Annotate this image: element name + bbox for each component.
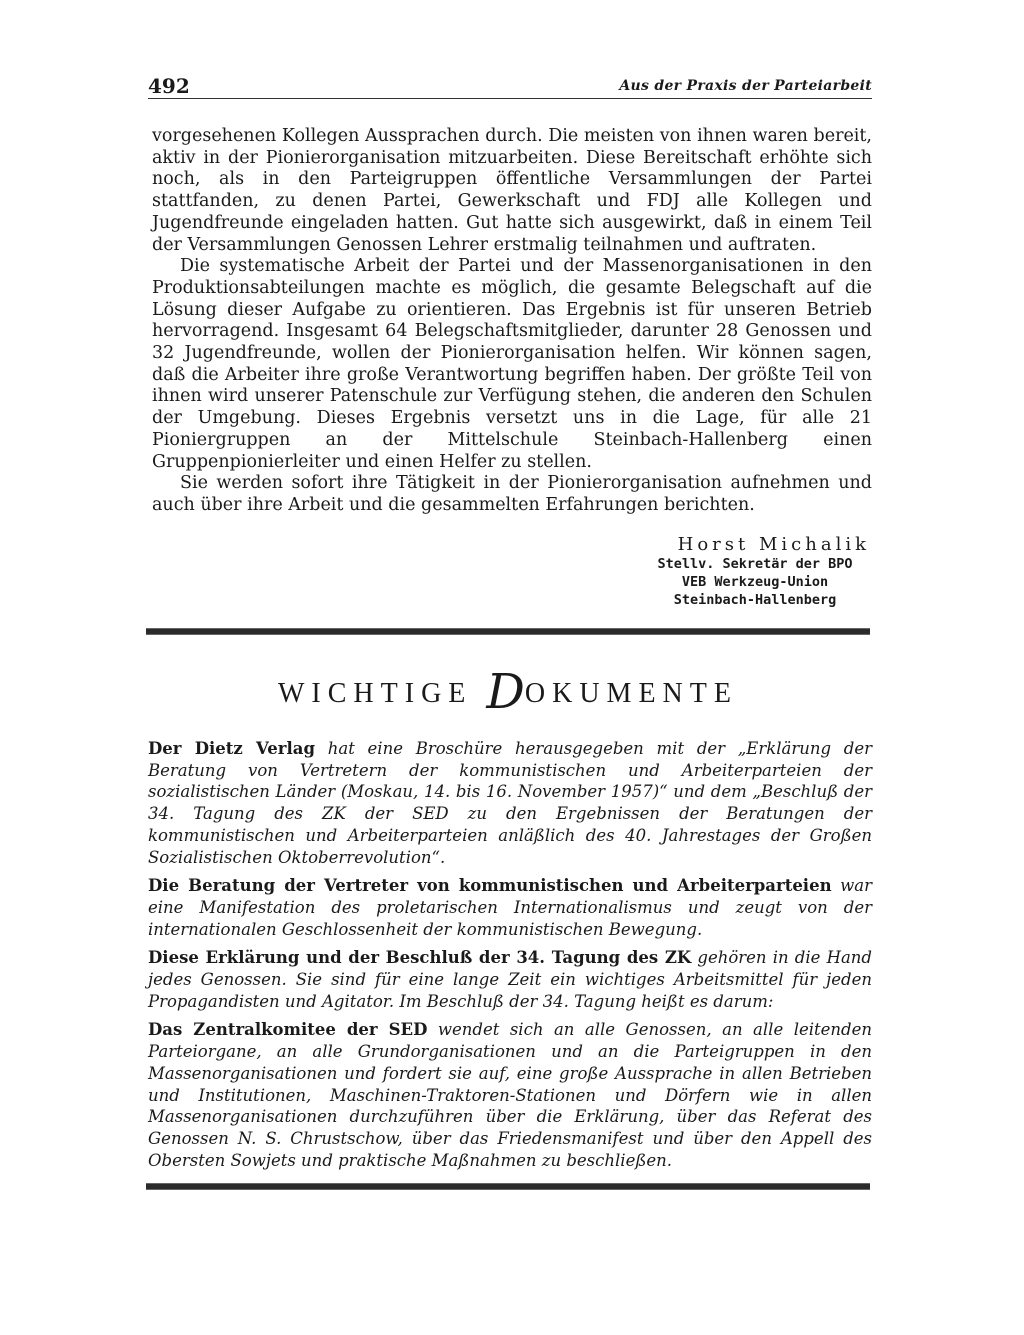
section-title-rest: OKUMENTE [524, 678, 738, 709]
author-position: Stellv. Sekretär der BPO [657, 556, 853, 572]
author-location: Steinbach-Hallenberg [673, 592, 837, 608]
page-number: 492 [148, 74, 190, 98]
note-lead: Die Beratung der Vertreter von kommunistischen und Arbeiterparteien [148, 876, 832, 896]
note-lead: Der Dietz Verlag [148, 739, 315, 758]
documents-notes [148, 738, 872, 1178]
note-paragraph [148, 947, 872, 1012]
section-title-initial: D [486, 664, 525, 720]
section-divider-top [146, 628, 870, 635]
header-rule [148, 98, 872, 99]
running-title: Aus der Praxis der Parteiarbeit [619, 78, 872, 94]
note-lead: Diese Erklärung und der Beschluß der 34. Tagung des ZK [148, 948, 692, 968]
note-lead: Das Zentralkomitee der SED [148, 1020, 428, 1040]
author-name: Horst Michalik [677, 534, 870, 555]
signature-block [640, 534, 870, 609]
paragraph-1: vorgesehenen Kollegen Aussprachen durch. Die meisten von ihnen waren bereit, aktiv in der Pionierorganisation mitzuarbeiten. Diese Bereitschaft erhöhte sich noch, als in den Parteigruppen öffentliche Versammlungen der Partei stattfanden, zu denen Partei, Gewerkschaft und FDJ alle Kollegen und Jugendfreunde eingeladen hatten. Gut hatte sich ausgewirkt, daß in einem Teil der Versammlungen Genossen Lehrer erstmalig teilnahmen und auftraten. [152, 126, 872, 255]
note-paragraph [148, 738, 872, 868]
paragraph-2: Die systematische Arbeit der Partei und der Massenorganisationen in den Produktionsabteilungen machte es möglich, die gesamte Belegschaft auf die Lösung dieser Aufgabe zu orientieren. Das Ergebnis ist für unseren Betrieb hervorragend. Insgesamt 64 Belegschaftsmitglieder, darunter 28 Genossen und 32 Jugendfreunde, wollen der Pionierorganisation helfen. Wir können sagen, daß die Arbeiter ihre große Verantwortung begriffen haben. Der größte Teil von ihnen wird unserer Patenschule zur Verfügung stehen, die anderen den Schulen der Umgebung. Dieses Ergebnis versetzt uns in die Lage, für alle 21 Pioniergruppen an der Mittelschule Steinbach-Hallenberg einen Gruppenpionierleiter und einen Helfer zu stellen. [152, 256, 872, 472]
section-divider-bottom [146, 1183, 870, 1190]
page-header [148, 74, 872, 98]
note-text: hat eine Broschüre herausgegeben mit der „Erklärung der Beratung von Vertretern der kommunistischen und Arbeiterparteien der sozialistischen Länder (Moskau, 14. bis 16. November 1957)“ und dem „Beschluß der 34. Tagung des ZK der SED zu den Ergebnissen der Beratungen der kommunistischen und Arbeiterparteien anläßlich des 40. Jahrestages der Großen Sozialistischen Oktoberrevolution“. [148, 739, 872, 867]
paragraph-3: Sie werden sofort ihre Tätigkeit in der Pionierorganisation aufnehmen und auch über ihre Arbeit und die gesammelten Erfahrungen berichten. [152, 473, 872, 515]
note-text: wendet sich an alle Genossen, an alle leitenden Parteiorgane, an alle Grundorganisationen und an die Parteigruppen in den Massenorganisationen und fordert sie auf, eine große Aussprache in allen Betrieben und Institutionen, Maschinen-Traktoren-Stationen und Dörfern wie in allen Massenorganisationen durchzuführen über die Erklärung, über das Referat des Genossen N. S. Chrustschow, über das Friedensmanifest und über den Appell des Obersten Sowjets und praktische Maßnahmen zu beschließen. [148, 1020, 872, 1170]
section-title [146, 664, 870, 720]
note-paragraph [148, 1019, 872, 1171]
note-paragraph [148, 875, 872, 940]
author-organization: VEB Werkzeug-Union [681, 574, 829, 590]
article-body [152, 126, 872, 517]
section-title-first-word: WICHTIGE [278, 678, 473, 709]
note-text: war eine Manifestation des proletarischen Internationalismus und zeugt von der internationalen Geschlossenheit der kommunistischen Bewegung. [148, 876, 873, 939]
note-text: gehören in die Hand jedes Genossen. Sie sind für eine lange Zeit ein wichtiges Arbeitsmittel für jeden Propagandisten und Agitator. Im Beschluß der 34. Tagung heißt es darum: [148, 948, 872, 1011]
